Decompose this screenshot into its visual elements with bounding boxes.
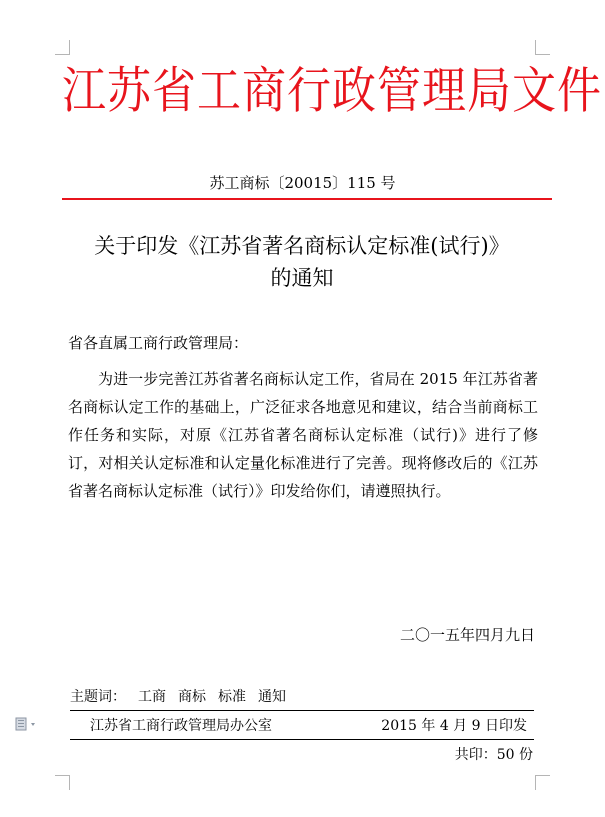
keyword: 通知 [258, 689, 286, 705]
crop-mark-bottom-left [55, 775, 70, 790]
crop-mark-top-left [55, 40, 70, 55]
copies-count: 共印：50 份 [454, 747, 533, 763]
footer-rule-top [70, 710, 534, 711]
document-title [62, 230, 542, 294]
print-date: 2015 年 4 月 9 日印发 [381, 718, 527, 734]
document-number: 苏工商标〔20015〕115 号 [209, 174, 396, 192]
salutation: 省各直属工商行政管理局： [68, 334, 249, 352]
document-title-line-2: 的通知 [270, 266, 334, 290]
document-date: 二〇一五年四月九日 [399, 626, 535, 644]
subject-keywords [70, 687, 286, 707]
document-header-title: 江苏省工商行政管理局文件 [62, 62, 602, 120]
crop-mark-top-right [535, 40, 550, 55]
paste-options-icon[interactable] [14, 716, 42, 732]
header-divider [62, 198, 552, 200]
keyword: 商标 [178, 689, 206, 705]
keyword: 工商 [138, 689, 166, 705]
footer-rule-bottom [70, 739, 534, 740]
crop-mark-bottom-right [535, 775, 550, 790]
keywords-label: 主题词： [70, 689, 126, 705]
issuing-office: 江苏省工商行政管理局办公室 [90, 718, 272, 734]
keyword: 标准 [218, 689, 246, 705]
document-title-line-1: 关于印发《江苏省著名商标认定标准(试行)》 [94, 234, 510, 258]
body-paragraph: 为进一步完善江苏省著名商标认定工作，省局在 2015 年江苏省著名商标认定工作的基础上，广泛征求各地意见和建议，结合当前商标工作任务和实际，对原《江苏省著名商标认定标准（试行)》进行了修订，对相关认定标准和认定量化标准进行了完善。现将修改后的《江苏省著名商标认定标准（试行）》印发给你们，请遵照执行。 [68, 370, 538, 500]
